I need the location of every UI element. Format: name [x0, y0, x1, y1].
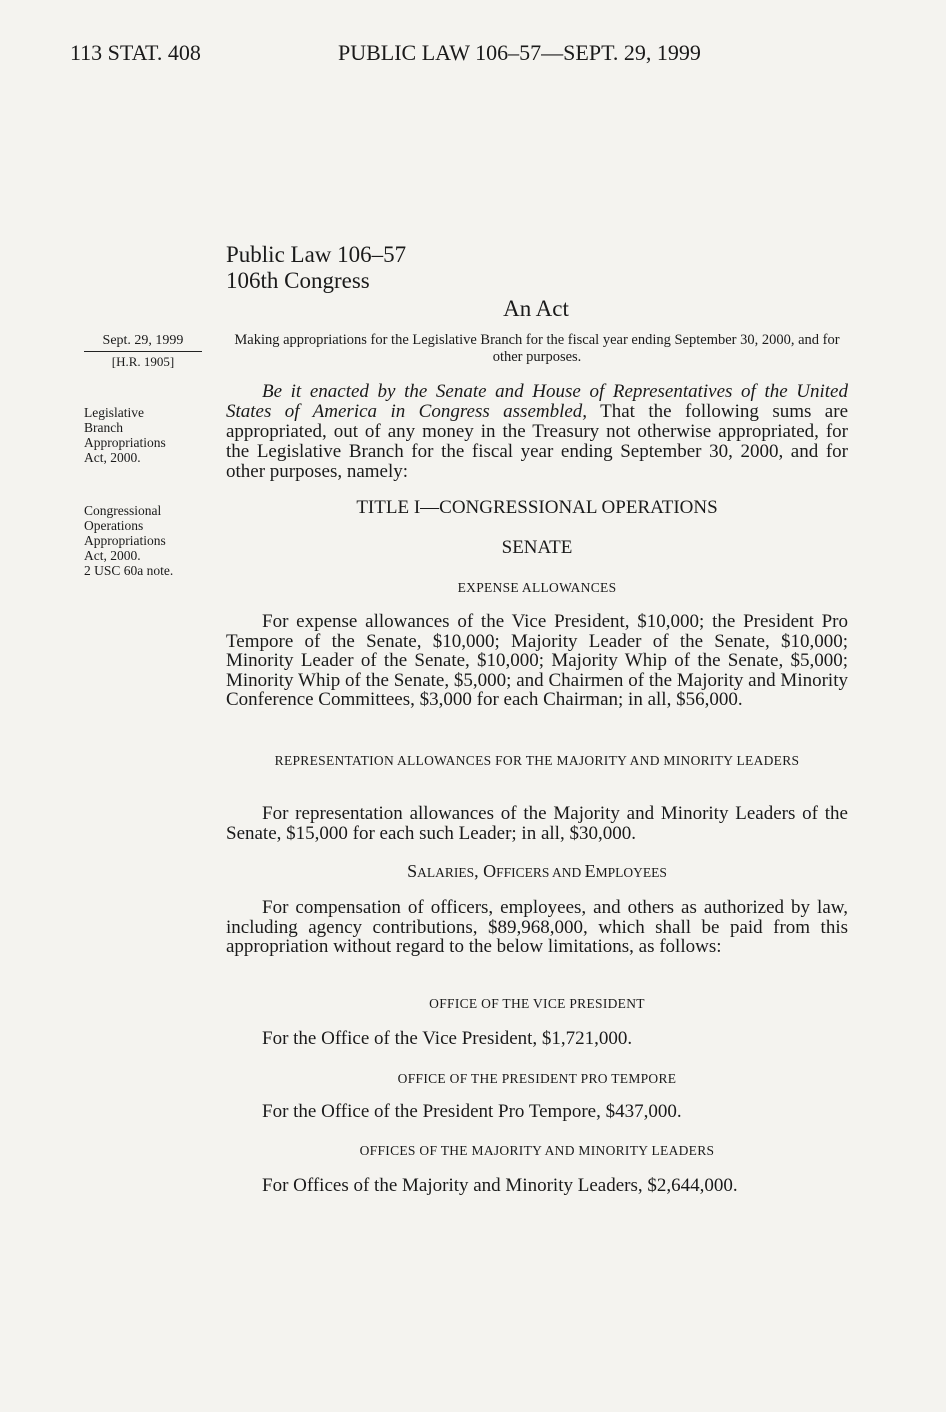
margin-line: Act, 2000.	[84, 548, 141, 563]
margin-note-congressional-ops	[84, 503, 206, 578]
enactment-date: Sept. 29, 1999	[102, 333, 184, 348]
congress-number: 106th Congress	[226, 268, 370, 293]
margin-note-short-title	[84, 405, 206, 465]
margin-line: Legislative	[84, 405, 144, 420]
margin-line: 2 USC 60a note.	[84, 563, 174, 578]
title-i-heading: TITLE I—CONGRESSIONAL OPERATIONS	[356, 497, 718, 518]
margin-note-date	[84, 333, 206, 369]
small-cap-initial: S	[407, 861, 418, 881]
public-law-title	[226, 242, 406, 294]
president-pro-tempore-text: For the Office of the President Pro Tempore, $437,000.	[262, 1101, 682, 1122]
representation-allowances-text: For representation allowances of the Majority and Minority Leaders of the Senate, $15,000 for each such Leader; in all, $30,000.	[226, 803, 848, 844]
enacting-clause-text: That the following sums are appropriated, out of any money in the Treasury not otherwise appropriated, for the Legislative Branch for the fiscal year ending September 30, 2000, and for other purposes, namely:	[226, 401, 848, 482]
salaries-text: For compensation of officers, employees, and others as authorized by law, including agency contributions, $89,968,000, which shall be paid from this appropriation without regard to the below limitations, as follows:	[226, 897, 848, 957]
separator: ,	[474, 861, 484, 881]
president-pro-tempore-heading: OFFICE OF THE PRESIDENT PRO TEMPORE	[397, 1071, 677, 1086]
margin-line: Congressional	[84, 503, 162, 518]
vice-president-office-heading: OFFICE OF THE VICE PRESIDENT	[429, 996, 645, 1011]
senate-heading: SENATE	[501, 537, 573, 558]
expense-allowances-heading: EXPENSE ALLOWANCES	[457, 580, 617, 595]
separator: AND	[549, 865, 585, 880]
stat-page-number: 113 STAT. 408	[70, 40, 201, 65]
majority-minority-leaders-heading: OFFICES OF THE MAJORITY AND MINORITY LEADERS	[359, 1143, 715, 1158]
vice-president-office-text: For the Office of the Vice President, $1,721,000.	[262, 1028, 633, 1049]
small-cap-rest: FFICERS	[496, 865, 550, 880]
small-cap-rest: MPLOYEES	[595, 865, 667, 880]
expense-allowances-text: For expense allowances of the Vice President, $10,000; the President Pro Tempore of the Senate, $10,000; Majority Leader of the Senate, $10,000; Minority Leader of the Senate, $10,000; Majority Whip of the Senate, $5,000; Minority Whip of the Senate, $5,000; and Chairmen of the Majority and Minority Conference Committees, $3,000 for each Chairman; in all, $56,000.	[226, 611, 848, 710]
small-cap-rest: ALARIES	[417, 865, 475, 880]
margin-line: Branch	[84, 420, 123, 435]
act-heading: An Act	[503, 296, 569, 321]
margin-line: Appropriations	[84, 435, 166, 450]
act-purpose: Making appropriations for the Legislative Branch for the fiscal year ending September 30, 2000, and for other purposes.	[234, 332, 840, 365]
bill-number: [H.R. 1905]	[84, 351, 202, 369]
representation-allowances-heading: REPRESENTATION ALLOWANCES FOR THE MAJORITY AND MINORITY LEADERS	[274, 753, 800, 768]
salaries-heading	[226, 861, 848, 882]
running-head-law: PUBLIC LAW 106–57—SEPT. 29, 1999	[338, 40, 701, 65]
public-law-number: Public Law 106–57	[226, 242, 407, 267]
enacting-clause	[226, 382, 848, 482]
majority-minority-leaders-text: For Offices of the Majority and Minority Leaders, $2,644,000.	[262, 1175, 738, 1196]
enacting-clause-italic: Be it enacted by the Senate and House of Representatives of the United States of America in Congress assembled,	[226, 381, 848, 422]
margin-line: Appropriations	[84, 533, 166, 548]
small-cap-initial: E	[584, 861, 596, 881]
margin-line: Act, 2000.	[84, 450, 141, 465]
small-cap-initial: O	[483, 861, 497, 881]
margin-line: Operations	[84, 518, 144, 533]
